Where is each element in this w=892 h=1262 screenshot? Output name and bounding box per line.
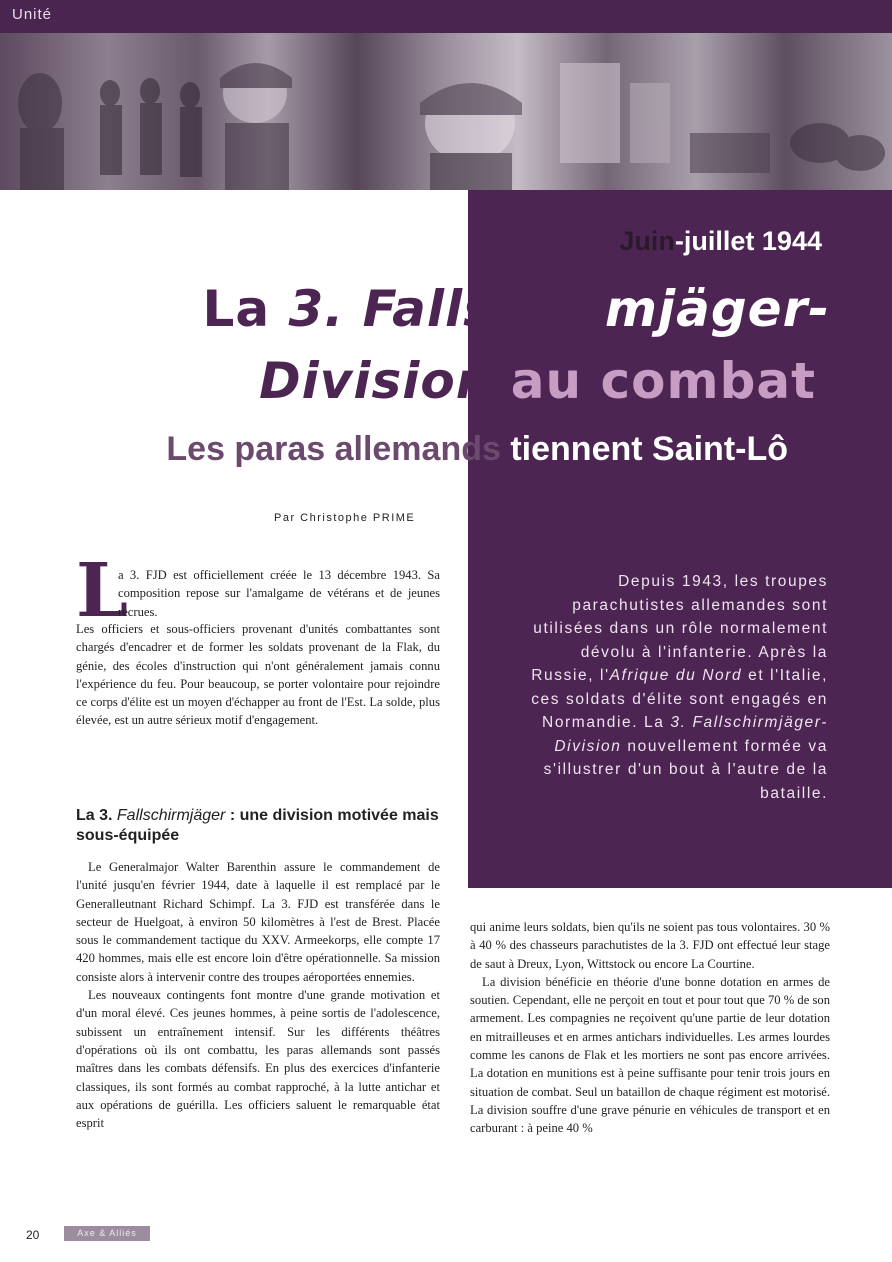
body-paragraph: Les nouveaux contingents font montre d'une grande motivation et d'un moral élevé. Ces jeunes hommes, à peine sortis de l'adolescence, subissent un entraînement intensif. Sur les différents théâtres d'opérations où ils ont combattu, les paras allemands sont passés maîtres dans les combats défensifs. En plus des exercices d'infanterie classiques, ils sont formés au combat rapproché, à la lutte antichar et aux opérations de guérilla. Les officiers saluent le remarquable état esprit — [76, 988, 440, 1131]
drop-cap: L — [76, 548, 129, 634]
section-label: Unité — [12, 6, 53, 23]
magazine-tag: Axe & Alliés — [64, 1226, 150, 1241]
header-photo-collage — [0, 33, 892, 190]
title-line-1: La 3. Fallschirmjäger- — [202, 280, 830, 338]
byline: Par Christophe PRIME — [274, 512, 416, 524]
intro-first-lines: a 3. FJD est officiellement créée le 13 décembre 1943. Sa composition repose sur l'amalgame de vétérans et de jeunes recrues. — [118, 568, 440, 619]
body-column-left — [76, 858, 440, 1132]
kicker-date: Juin-juillet 1944 — [619, 226, 822, 256]
body-column-right — [470, 918, 830, 1138]
page-number: 20 — [26, 1228, 40, 1242]
section-heading: La 3. Fallschirmjäger : une division motivée mais sous-équipée — [76, 807, 439, 844]
top-banner — [0, 0, 892, 33]
subtitle: Les paras allemands tiennent Saint-Lô — [166, 430, 788, 468]
body-paragraph: qui anime leurs soldats, bien qu'ils ne soient pas tous volontaires. 30 % à 40 % des chasseurs parachutistes de la 3. FJD ont effectué leur stage de saut à Dreux, Lyon, Wittstock ou encore La Courtine. — [470, 920, 830, 971]
body-paragraph: La division bénéficie en théorie d'une bonne dotation en armes de soutien. Cependant, elle ne perçoit en tout et pour tout que 70 % de son armement. Les compagnies ne reçoivent qu'une partie de leur dotation en mitrailleuses et en armes antichars individuelles. Les armes lourdes comme les canons de Flak et les mortiers ne sont pas encore arrivées. La dotation en munitions est à peine suffisante pour tenir trois jours en situation de combat. Seul un bataillon de chaque régiment est motorisé. La division souffre d'une grave pénurie en véhicules de transport et en carburant : à peine 40 % — [470, 974, 830, 1136]
title-line-2: Division au combat — [259, 352, 816, 410]
intro-paragraph: Les officiers et sous-officiers provenant d'unités combattantes sont chargés d'encadrer et de former les soldats provenant de la Flak, du génie, des écoles d'instruction qui n'ont généralement jamais connu l'expérience du feu. Pour beaucoup, se porter volontaire pour rejoindre ce corps d'élite est un moyen d'échapper au front de l'Est. La solde, plus élevée, est un autre sérieux motif d'engagement. — [76, 622, 440, 728]
pull-quote: Depuis 1943, les troupes parachutistes allemandes sont utilisées dans un rôle normalement dévolu à l'infanterie. Après la Russie, l'Afrique du Nord et l'Italie, ces soldats d'élite sont engagés en Normandie. La 3. Fallschirmjäger-Division nouvellement formée va s'illustrer d'un bout à l'autre de la bataille. — [531, 573, 828, 802]
body-paragraph: Le Generalmajor Walter Barenthin assure le commandement de l'unité jusqu'en février 1944, date à laquelle il est remplacé par le Generalleutnant Richard Schimpf. La 3. FJD est transférée dans le secteur de Huelgoat, à environ 50 kilomètres à l'est de Brest. Placée sous le commandement tactique du XXV. Armeekorps, elle compte 17 420 hommes, mais elle est encore loin d'être opérationnelle. Sa mission consiste alors à intervenir contre des troupes aéroportées ennemies. — [76, 860, 440, 984]
